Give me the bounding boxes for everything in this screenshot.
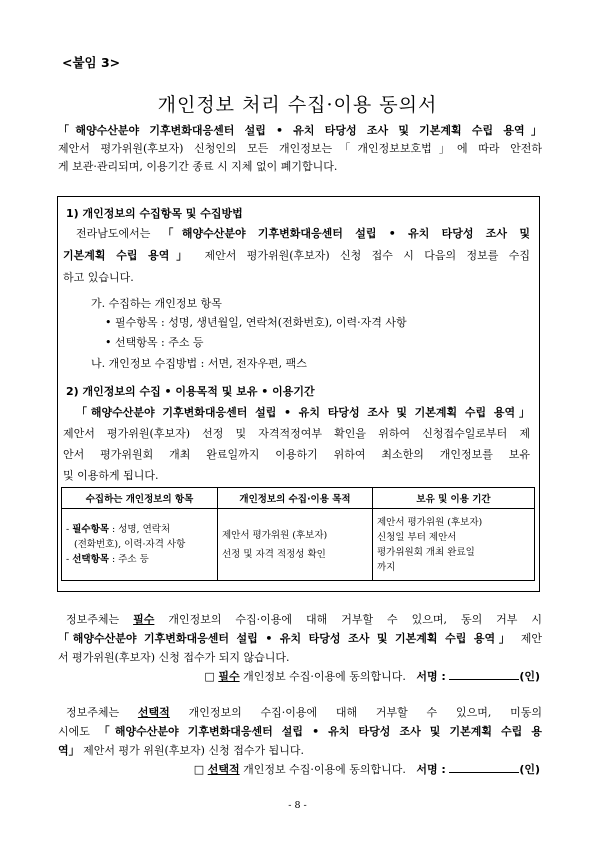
- section1-rest: 제안서 평가위원(후보자) 신청 접수 시 다음의 정보를 수집: [194, 249, 530, 262]
- consent2-checkbox-row: [194, 761, 540, 777]
- consent2-post: 개인정보의 수집·이용에 대해 거부할 수 있으며, 미동의: [169, 706, 542, 719]
- consent2-line3-rest: 제안서 평가 위원(후보자) 신청 접수가 됩니다.: [79, 744, 304, 757]
- consent1-line-1: [58, 610, 542, 629]
- consent2-line-3: [58, 741, 542, 760]
- intro-project-name: [58, 122, 542, 140]
- intro-line-3: 게 보관·관리되며, 이용기간 종료 시 지체 없이 폐기합니다.: [58, 160, 338, 173]
- consent1-post: 개인정보의 수집·이용에 대해 거부할 수 있으며, 동의 거부 시: [154, 613, 542, 626]
- consent1-signature-field[interactable]: [449, 668, 519, 680]
- table-cell-purpose: [218, 509, 373, 581]
- section1-project-part-a: 「해양수산분야 기후변화대응센터 설립 • 유치 타당성 조사 및: [162, 227, 530, 240]
- consent2-sign-label: 서명 :: [416, 763, 446, 776]
- consent2-check-keyword: 선택적: [207, 763, 240, 776]
- consent2-checkbox[interactable]: □: [193, 763, 205, 776]
- section1-heading: 1) 개인정보의 수집항목 및 수집방법: [66, 207, 243, 220]
- consent2-keyword: 선택적: [137, 706, 170, 719]
- table-header-purpose: 개인정보의 수집·이용 목적: [218, 488, 373, 509]
- section1-paragraph-line3: 하고 있습니다.: [63, 271, 134, 284]
- section2-line-2: 제안서 평가위원(후보자) 선정 및 자격적정여부 확인을 위하여 신청접수일로부터 제: [63, 427, 530, 440]
- section1-project-part-b: 기본계획 수립 용역」: [63, 249, 195, 262]
- optional-label: 선택항목: [72, 554, 109, 565]
- table-header-row: [62, 488, 535, 509]
- consent1-checkbox-row: [204, 668, 540, 684]
- consent2-check-text: 개인정보 수집·이용에 동의합니다.: [239, 763, 406, 776]
- consent2-line-2: [58, 722, 542, 741]
- consent1-keyword: 필수: [133, 613, 155, 626]
- consent2-project-part-a: 「해양수산분야 기후변화대응센터 설립 • 유치 타당성 조사 및 기본계획 수립 용: [98, 725, 543, 738]
- table-row: [62, 509, 535, 581]
- attachment-label: <붙임 3>: [62, 55, 121, 70]
- purpose-line-1: 제안서 평가위원 (후보자): [222, 529, 328, 541]
- period-line-3: 평가위원회 개최 완료일: [377, 546, 475, 558]
- period-line-4: 까지: [377, 561, 396, 573]
- consent2-project-part-b: 역」: [58, 744, 80, 757]
- consent2-pre: 정보주체는: [66, 706, 138, 719]
- section2-project-name-text: 「해양수산분야 기후변화대응센터 설립 • 유치 타당성 조사 및 기본계획 수립 용역」: [76, 406, 530, 419]
- intro-line-2: 제안서 평가위원(후보자) 신청인의 모든 개인정보는「개인정보보호법」에 따라 안전하: [58, 142, 542, 155]
- table-cell-period: [373, 509, 535, 581]
- consent2-seal: (인): [519, 763, 540, 776]
- consent1-check-text: 개인정보 수집·이용에 동의합니다.: [239, 670, 406, 683]
- intro-project-name-text: 「해양수산분야 기후변화대응센터 설립 • 유치 타당성 조사 및 기본계획 수립 용역」: [58, 124, 542, 137]
- data-usage-table: [61, 487, 535, 581]
- table-cell-items: - 필수항목 : 성명, 연락처 (전화번호), 이력·자격 사항 - 선택항목 : 주소 등: [62, 509, 218, 581]
- table-header-items: 수집하는 개인정보의 항목: [62, 488, 218, 509]
- required-text-a: : 성명, 연락처: [108, 524, 171, 535]
- consent1-after-project: 제안: [513, 632, 543, 645]
- required-label: 필수항목: [72, 524, 109, 535]
- section1-paragraph-line1: [76, 225, 530, 241]
- optional-text: : 주소 등: [108, 554, 149, 565]
- page-number: - 8 -: [288, 800, 307, 811]
- section1-paragraph-line2: [63, 247, 530, 263]
- info-box: [57, 196, 540, 592]
- section2-heading: 2) 개인정보의 수집 • 이용목적 및 보유 • 이용기간: [66, 385, 315, 398]
- consent1-check-keyword: 필수: [218, 670, 240, 683]
- table-header-period: 보유 및 이용 기간: [373, 488, 535, 509]
- consent1-pre: 정보주체는: [66, 613, 134, 626]
- consent1-seal: (인): [519, 670, 540, 683]
- consent1-project-name: 「해양수산분야 기후변화대응센터 설립 • 유치 타당성 조사 및 기본계획 수립 용역」: [58, 632, 514, 645]
- required-text-b: (전화번호), 이력·자격 사항: [74, 539, 186, 550]
- document-title: 개인정보 처리 수집·이용 동의서: [157, 94, 438, 116]
- period-line-1: 제안서 평가위원 (후보자): [377, 516, 483, 528]
- collection-method: 나. 개인정보 수집방법 : 서면, 전자우편, 팩스: [91, 357, 307, 370]
- section2-line-4: 및 이용하게 됩니다.: [63, 469, 159, 482]
- required-items: • 필수항목 : 성명, 생년월일, 연락처(전화번호), 이력·자격 사항: [105, 316, 407, 329]
- consent2-signature-field[interactable]: [449, 761, 519, 773]
- consent1-sign-label: 서명 :: [416, 670, 446, 683]
- purpose-line-2: 선정 및 자격 적정성 확인: [222, 548, 326, 560]
- optional-items: • 선택항목 : 주소 등: [105, 336, 204, 349]
- consent1-line-2: [58, 629, 542, 648]
- consent2-line2-pre: 시에도: [58, 725, 99, 738]
- collected-items-heading: 가. 수집하는 개인정보 항목: [91, 297, 222, 310]
- section1-prefix: 전라남도에서는: [76, 227, 163, 240]
- section2-line-3: 안서 평가위원회 개최 완료일까지 이용하기 위하여 최소한의 개인정보를 보유: [63, 448, 530, 461]
- consent1-checkbox[interactable]: □: [204, 670, 215, 683]
- consent1-line-3: 서 평가위원(후보자) 신청 접수가 되지 않습니다.: [58, 651, 290, 664]
- consent2-line-1: [58, 703, 542, 722]
- section2-project-name: [76, 404, 530, 420]
- period-line-2: 신청일 부터 제안서: [377, 531, 457, 543]
